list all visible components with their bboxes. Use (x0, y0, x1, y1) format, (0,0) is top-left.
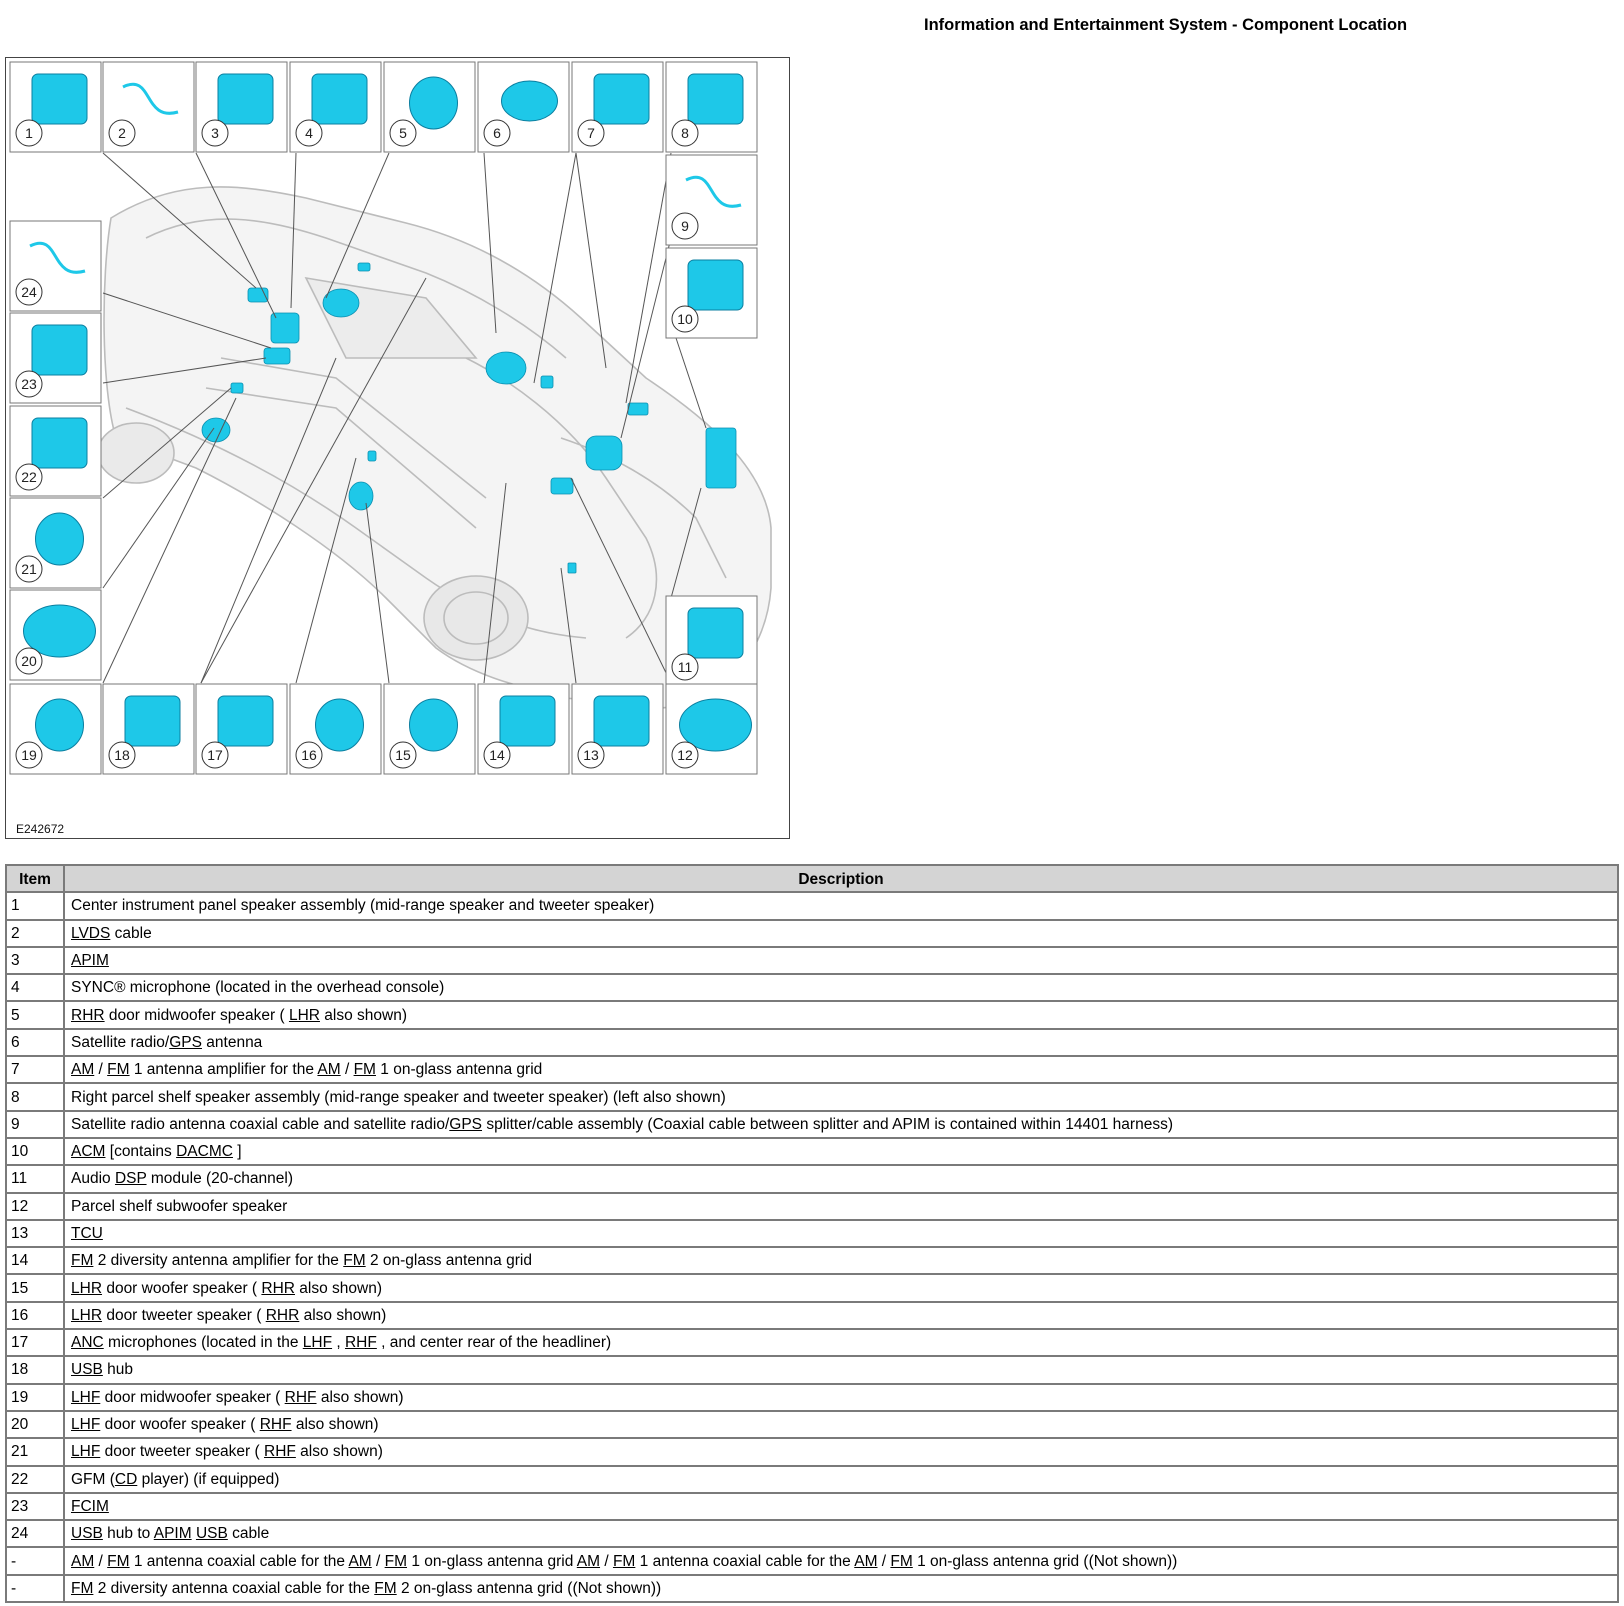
item-description (64, 1274, 1618, 1301)
table-row (6, 1493, 1618, 1520)
component-15-icon (410, 699, 458, 751)
abbreviation-link[interactable]: LHF (302, 1334, 333, 1352)
abbreviation-link[interactable]: LHF (71, 1443, 101, 1461)
item-description (64, 1575, 1618, 1602)
abbreviation-link[interactable]: LHF (71, 1416, 101, 1434)
abbreviation-link[interactable]: RHF (344, 1334, 377, 1352)
item-number: 22 (6, 1466, 64, 1493)
callout-20 (10, 590, 101, 680)
description-text: 2 diversity antenna amplifier for the (93, 1252, 344, 1270)
table-row (6, 1001, 1618, 1028)
description-text: 1 on-glass antenna grid ((Not shown)) (912, 1552, 1178, 1570)
callout-number: 18 (114, 747, 130, 763)
callout-10 (666, 248, 757, 338)
item-description (64, 1493, 1618, 1520)
description-text: / (371, 1552, 385, 1570)
item-number: 21 (6, 1438, 64, 1465)
description-text: GFM ( (71, 1470, 115, 1488)
description-text: / (340, 1061, 354, 1079)
callout-number: 5 (399, 125, 407, 141)
item-number: 2 (6, 920, 64, 947)
abbreviation-link[interactable]: RHR (71, 1006, 105, 1024)
item-description (64, 947, 1618, 974)
abbreviation-link[interactable]: USB (71, 1361, 103, 1379)
abbreviation-link[interactable]: FM (890, 1552, 913, 1570)
abbreviation-link[interactable]: AM (71, 1552, 95, 1570)
item-description (64, 1356, 1618, 1383)
abbreviation-link[interactable]: GPS (449, 1115, 483, 1133)
callout-number: 15 (395, 747, 411, 763)
abbreviation-link[interactable]: CD (114, 1470, 138, 1488)
description-text: splitter/cable assembly (Coaxial cable between splitter and APIM is contained within 14401 harness) (482, 1115, 1173, 1133)
table-row (6, 1138, 1618, 1165)
callout-number: 20 (21, 653, 37, 669)
abbreviation-link[interactable]: APIM (71, 952, 109, 970)
callout-number: 17 (207, 747, 223, 763)
table-row (6, 1302, 1618, 1329)
callout-21 (10, 498, 101, 588)
abbreviation-link[interactable]: ACM (71, 1143, 106, 1161)
item-number: 18 (6, 1356, 64, 1383)
item-description (64, 974, 1618, 1001)
description-text: 1 on-glass antenna grid (375, 1061, 543, 1079)
description-text: Satellite radio/ (71, 1033, 170, 1051)
table-row (6, 1384, 1618, 1411)
description-text: door tweeter speaker ( (100, 1443, 264, 1461)
description-text: door midwoofer speaker ( (100, 1388, 285, 1406)
item-number: 10 (6, 1138, 64, 1165)
description-text: player) (if equipped) (137, 1470, 280, 1488)
abbreviation-link[interactable]: FM (71, 1252, 94, 1270)
abbreviation-link[interactable]: FM (107, 1061, 130, 1079)
callout-15 (384, 684, 475, 774)
component-7-icon (594, 74, 649, 124)
component-18-icon (125, 696, 180, 746)
abbreviation-link[interactable]: USB (195, 1525, 228, 1543)
abbreviation-link[interactable]: DACMC (176, 1143, 233, 1161)
item-header: Item (6, 865, 64, 892)
abbreviation-link[interactable]: ANC (71, 1334, 104, 1352)
abbreviation-link[interactable]: FM (353, 1061, 376, 1079)
abbreviation-link[interactable]: LHR (71, 1279, 103, 1297)
table-row (6, 1411, 1618, 1438)
abbreviation-link[interactable]: DSP (114, 1170, 147, 1188)
abbreviation-link[interactable]: LVDS (71, 924, 111, 942)
item-number: 23 (6, 1493, 64, 1520)
callout-number: 21 (21, 561, 37, 577)
callout-23 (10, 313, 101, 403)
callout-16 (290, 684, 381, 774)
table-row (6, 1438, 1618, 1465)
table-row (6, 1056, 1618, 1083)
item-description (64, 1329, 1618, 1356)
abbreviation-link[interactable]: FM (107, 1552, 130, 1570)
item-description (64, 1247, 1618, 1274)
abbreviation-link[interactable]: AM (854, 1552, 878, 1570)
table-row (6, 1329, 1618, 1356)
description-text: / (600, 1552, 613, 1570)
abbreviation-link[interactable]: AM (576, 1552, 601, 1570)
item-number: 8 (6, 1083, 64, 1110)
figure-id: E242672 (16, 822, 65, 836)
description-text: hub (102, 1361, 134, 1379)
component-14-icon (500, 696, 555, 746)
abbreviation-link[interactable]: FM (384, 1552, 408, 1570)
description-text: Satellite radio antenna coaxial cable and satellite radio/ (71, 1115, 450, 1133)
callout-number: 16 (301, 747, 317, 763)
item-description (64, 1520, 1618, 1547)
table-row (6, 1547, 1618, 1574)
callout-18 (103, 684, 194, 774)
description-text: / (877, 1552, 891, 1570)
figure-drawing (6, 58, 789, 838)
component-22-icon (32, 418, 87, 468)
abbreviation-link[interactable]: RHR (261, 1279, 295, 1297)
description-text: Parcel shelf subwoofer speaker (71, 1197, 288, 1215)
callout-number: 23 (21, 376, 37, 392)
callout-8 (666, 62, 757, 152)
description-text: door woofer speaker ( (100, 1416, 260, 1434)
description-text: cable (227, 1525, 270, 1543)
table-header-row (6, 865, 1618, 892)
abbreviation-link[interactable]: RHF (264, 1443, 296, 1461)
description-text: module (20-channel) (146, 1170, 294, 1188)
callout-24 (10, 221, 101, 311)
component-location-figure (5, 57, 790, 839)
item-number: 1 (6, 892, 64, 919)
description-text: SYNC® microphone (located in the overhead console) (71, 979, 445, 997)
description-text: 2 diversity antenna coaxial cable for the (93, 1579, 375, 1597)
description-text: , (332, 1334, 345, 1352)
item-description (64, 1438, 1618, 1465)
description-text: door tweeter speaker ( (102, 1306, 266, 1324)
component-1-icon (32, 74, 87, 124)
item-number: 4 (6, 974, 64, 1001)
component-11-icon (688, 608, 743, 658)
item-description (64, 1138, 1618, 1165)
abbreviation-link[interactable]: RHF (284, 1388, 317, 1406)
abbreviation-link[interactable]: RHF (259, 1416, 292, 1434)
callout-2 (103, 62, 194, 152)
item-number: 9 (6, 1111, 64, 1138)
callout-22 (10, 406, 101, 496)
description-text: 2 on-glass antenna grid ((Not shown)) (396, 1579, 662, 1597)
component-16-icon (316, 699, 364, 751)
table-row (6, 947, 1618, 974)
item-description (64, 1384, 1618, 1411)
callout-5 (384, 62, 475, 152)
description-text: also shown) (299, 1306, 387, 1324)
abbreviation-link[interactable]: LHR (288, 1006, 320, 1024)
item-number: 17 (6, 1329, 64, 1356)
description-text: door woofer speaker ( (102, 1279, 262, 1297)
item-description (64, 1302, 1618, 1329)
description-text: Center instrument panel speaker assembly (mid-range speaker and tweeter speaker) (71, 897, 655, 915)
table-row (6, 1193, 1618, 1220)
component-4-icon (312, 74, 367, 124)
component-5-icon (410, 77, 458, 129)
item-number: 14 (6, 1247, 64, 1274)
item-description (64, 1029, 1618, 1056)
abbreviation-link[interactable]: FM (374, 1579, 397, 1597)
item-number: 12 (6, 1193, 64, 1220)
callout-number: 6 (493, 125, 501, 141)
component-10-icon (688, 260, 743, 310)
callout-number: 8 (681, 125, 689, 141)
callout-4 (290, 62, 381, 152)
description-text: also shown) (316, 1388, 404, 1406)
description-text: cable (110, 924, 152, 942)
description-text: also shown) (295, 1443, 383, 1461)
component-13-icon (594, 696, 649, 746)
page-title: Information and Entertainment System - Component Location (924, 16, 1408, 34)
abbreviation-link[interactable]: AM (71, 1061, 95, 1079)
callout-13 (572, 684, 663, 774)
item-number: 20 (6, 1411, 64, 1438)
description-text: also shown) (291, 1416, 379, 1434)
item-number: 11 (6, 1165, 64, 1192)
description-text: / (94, 1061, 108, 1079)
abbreviation-link[interactable]: APIM (153, 1525, 192, 1543)
callout-number: 13 (583, 747, 599, 763)
table-row (6, 1466, 1618, 1493)
component-8-icon (688, 74, 743, 124)
callout-7 (572, 62, 663, 152)
item-description (64, 1111, 1618, 1138)
table-row (6, 1220, 1618, 1247)
item-description (64, 1220, 1618, 1247)
callout-number: 14 (489, 747, 505, 763)
table-row (6, 1083, 1618, 1110)
description-text: also shown) (295, 1279, 383, 1297)
abbreviation-link[interactable]: TCU (71, 1225, 103, 1242)
component-21-icon (36, 513, 84, 565)
item-description (64, 920, 1618, 947)
callout-number: 2 (118, 125, 126, 141)
callout-6 (478, 62, 569, 152)
table-row (6, 1247, 1618, 1274)
item-description (64, 892, 1618, 919)
abbreviation-link[interactable]: RHR (265, 1306, 300, 1324)
table-row (6, 1029, 1618, 1056)
table-row (6, 892, 1618, 919)
description-text: 1 antenna coaxial cable for the (635, 1552, 855, 1570)
description-text: 2 on-glass antenna grid (365, 1252, 532, 1270)
callout-number: 10 (677, 311, 693, 327)
description-text: 1 antenna coaxial cable for the (129, 1552, 349, 1570)
abbreviation-link[interactable]: GPS (169, 1033, 202, 1051)
item-number: 7 (6, 1056, 64, 1083)
description-text: [contains (105, 1143, 177, 1161)
item-number: - (6, 1575, 64, 1602)
abbreviation-link[interactable]: FM (612, 1552, 636, 1570)
callout-number: 4 (305, 125, 313, 141)
abbreviation-link[interactable]: AM (317, 1061, 341, 1079)
description-text: Audio (71, 1170, 115, 1188)
item-number: 13 (6, 1220, 64, 1247)
description-text: Right parcel shelf speaker assembly (mid-range speaker and tweeter speaker) (left also shown) (71, 1088, 726, 1106)
abbreviation-link[interactable]: FM (71, 1579, 94, 1597)
item-description (64, 1466, 1618, 1493)
description-text: antenna (201, 1033, 263, 1051)
description-text: hub to (102, 1525, 154, 1543)
item-description (64, 1193, 1618, 1220)
table-row (6, 1165, 1618, 1192)
description-text: / (94, 1552, 108, 1570)
callout-1 (10, 62, 101, 152)
callout-19 (10, 684, 101, 774)
callout-12 (666, 684, 757, 774)
table-row (6, 1356, 1618, 1383)
component-23-icon (32, 325, 87, 375)
item-number: 16 (6, 1302, 64, 1329)
abbreviation-link[interactable]: FM (343, 1252, 366, 1270)
description-text: also shown) (319, 1006, 407, 1024)
description-text: door midwoofer speaker ( (104, 1006, 289, 1024)
callout-number: 7 (587, 125, 595, 141)
callout-number: 12 (677, 747, 693, 763)
abbreviation-link[interactable]: LHR (71, 1306, 103, 1324)
component-3-icon (218, 74, 273, 124)
item-number: 6 (6, 1029, 64, 1056)
component-table (5, 864, 1619, 1603)
item-number: 19 (6, 1384, 64, 1411)
callout-17 (196, 684, 287, 774)
callout-3 (196, 62, 287, 152)
abbreviation-link[interactable]: LHF (71, 1388, 101, 1406)
description-text: , and center rear of the headliner) (376, 1334, 612, 1352)
callout-14 (478, 684, 569, 774)
description-text: 1 on-glass antenna grid (407, 1552, 577, 1570)
table-row (6, 1520, 1618, 1547)
callout-number: 3 (211, 125, 219, 141)
callout-number: 22 (21, 469, 37, 485)
item-description (64, 1001, 1618, 1028)
table-row (6, 1575, 1618, 1602)
table-body (6, 892, 1618, 1602)
component-17-icon (218, 696, 273, 746)
callout-number: 19 (21, 747, 37, 763)
description-text: microphones (located in the (103, 1334, 303, 1352)
table-row (6, 920, 1618, 947)
component-19-icon (36, 699, 84, 751)
item-number: 24 (6, 1520, 64, 1547)
table-row (6, 974, 1618, 1001)
item-number: 3 (6, 947, 64, 974)
component-6-icon (502, 81, 558, 121)
description-text: ] (232, 1143, 242, 1161)
callout-9 (666, 155, 757, 245)
table-row (6, 1111, 1618, 1138)
abbreviation-link[interactable]: AM (348, 1552, 372, 1570)
callout-number: 11 (677, 659, 693, 675)
item-description (64, 1056, 1618, 1083)
item-number: - (6, 1547, 64, 1574)
description-text: 1 antenna amplifier for the (129, 1061, 318, 1079)
callout-number: 24 (21, 284, 37, 300)
item-description (64, 1165, 1618, 1192)
abbreviation-link[interactable]: USB (71, 1525, 103, 1543)
callout-11 (666, 596, 757, 686)
description-header: Description (64, 865, 1618, 892)
item-description (64, 1411, 1618, 1438)
item-description (64, 1083, 1618, 1110)
callout-number: 9 (681, 218, 689, 234)
item-description (64, 1547, 1618, 1574)
item-number: 5 (6, 1001, 64, 1028)
abbreviation-link[interactable]: FCIM (71, 1497, 109, 1515)
item-number: 15 (6, 1274, 64, 1301)
table-row (6, 1274, 1618, 1301)
callout-number: 1 (25, 125, 33, 141)
